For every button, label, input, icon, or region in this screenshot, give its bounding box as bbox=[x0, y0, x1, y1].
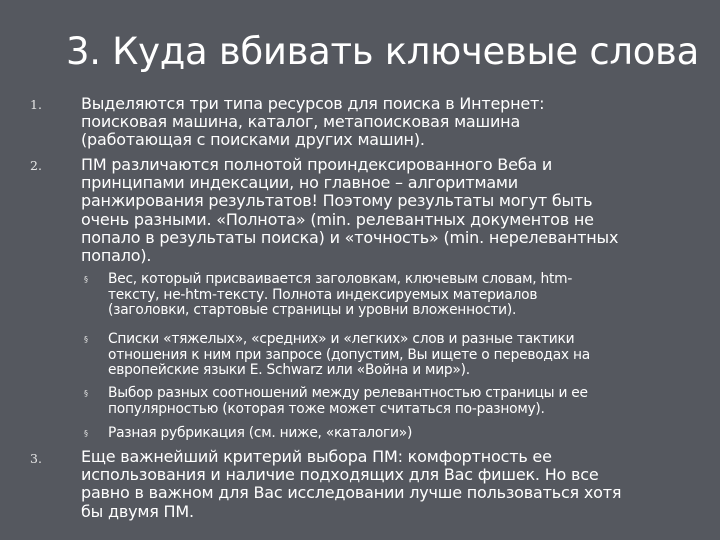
text-line: (заголовки, стартовые страницы и уровни вложенности). bbox=[108, 302, 517, 319]
text-line: Вес, который присваивается заголовкам, ключевым словам, htm- bbox=[108, 271, 573, 287]
text-line: Разная рубрикация (см. ниже, «каталоги») bbox=[108, 425, 413, 441]
bullet-marker: § bbox=[84, 389, 88, 398]
text-line: европейские языки E. Schwarz или «Война и мир»). bbox=[108, 362, 470, 379]
text-line: ранжирования результатов! Поэтому результаты могут быть bbox=[81, 191, 593, 211]
text-line: попало в результаты поиска) и «точность» (min. нерелевантных bbox=[81, 227, 619, 247]
bullet-marker: § bbox=[84, 275, 88, 284]
text-line: принципами индексации, но главное – алгоритмами bbox=[81, 173, 518, 193]
slide-title: 3. Куда вбивать ключевые слова bbox=[66, 30, 699, 73]
text-line: равно в важном для Вас исследовании лучше пользоваться хотя bbox=[81, 483, 622, 503]
list-item-text bbox=[81, 156, 693, 265]
list-item-text bbox=[81, 95, 693, 150]
text-line: бы двумя ПМ. bbox=[81, 501, 194, 521]
text-line: поисковая машина, каталог, метапоисковая машина bbox=[81, 112, 521, 132]
bullet-marker: § bbox=[84, 429, 88, 438]
sub-item-text bbox=[108, 426, 688, 442]
text-line: очень разными. «Полнота» (min. релевантных документов не bbox=[81, 209, 594, 229]
text-line: популярностью (которая тоже может считаться по-разному). bbox=[108, 400, 545, 417]
text-line: тексту, не-htm-тексту. Полнота индексируемых материалов bbox=[108, 286, 538, 303]
bullet-marker: § bbox=[84, 335, 88, 344]
sub-item-text bbox=[108, 386, 688, 417]
sub-item-text bbox=[108, 332, 688, 379]
list-item-text bbox=[81, 448, 693, 521]
list-number: 2. bbox=[30, 158, 42, 173]
text-line: Выбор разных соотношений между релевантностью страницы и ее bbox=[108, 385, 588, 401]
text-line: Еще важнейший критерий выбора ПМ: комфортность ее bbox=[81, 447, 552, 466]
text-line: (работающая с поисками других машин). bbox=[81, 130, 425, 150]
sub-item-text bbox=[108, 272, 688, 319]
text-line: отношения к ним при запросе (допустим, Вы ищете о переводах на bbox=[108, 346, 590, 363]
text-line: Списки «тяжелых», «средних» и «легких» слов и разные тактики bbox=[108, 331, 575, 347]
text-line: использования и наличие подходящих для Вас фишек. Но все bbox=[81, 465, 599, 485]
text-line: попало). bbox=[81, 246, 152, 266]
list-number: 1. bbox=[30, 97, 42, 112]
text-line: ПМ различаются полнотой проиндексированного Веба и bbox=[81, 155, 553, 174]
text-line: Выделяются три типа ресурсов для поиска в Интернет: bbox=[81, 94, 545, 113]
list-number: 3. bbox=[30, 451, 42, 466]
